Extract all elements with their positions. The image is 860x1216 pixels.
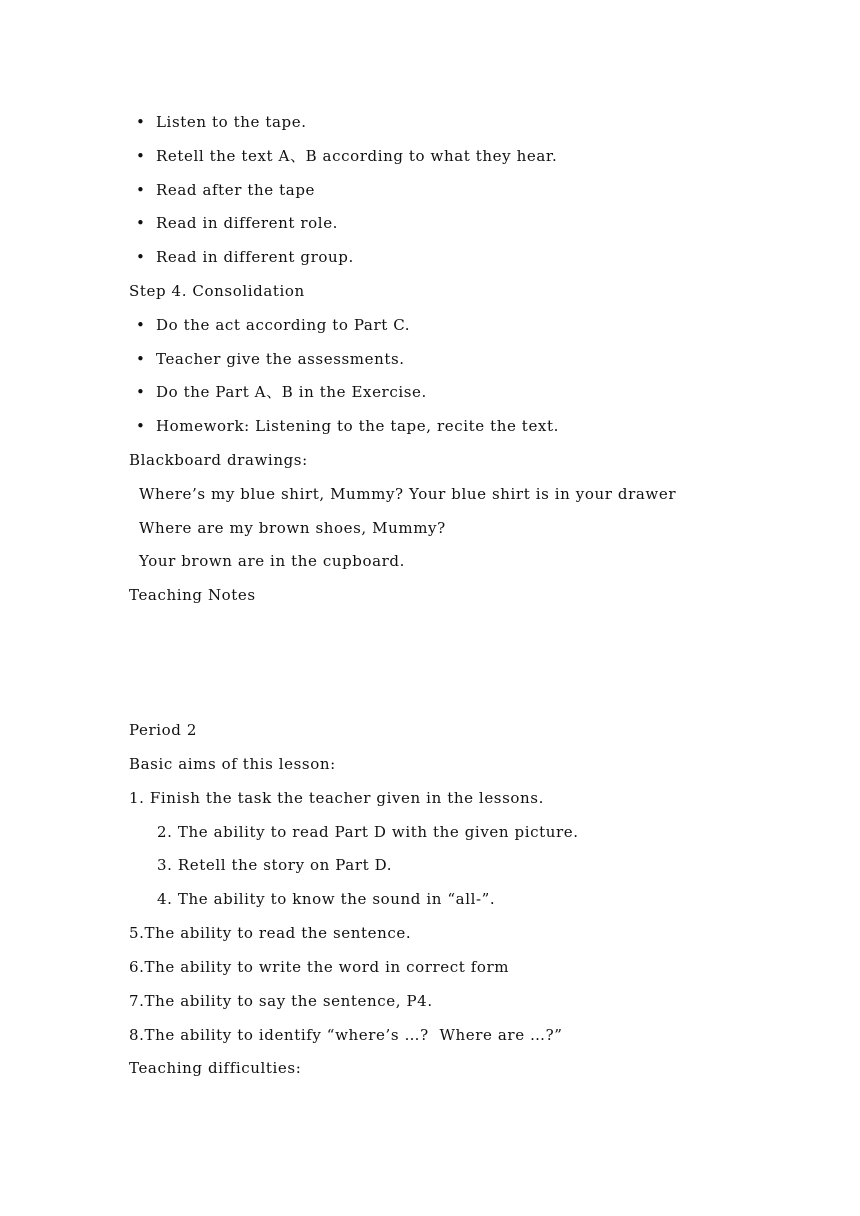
blackboard-heading: Blackboard drawings:	[129, 451, 308, 469]
list-item: • Read after the tape	[136, 181, 316, 199]
bullet-icon: •	[136, 113, 146, 131]
aim-item: 4. The ability to know the sound in “all-”.	[157, 890, 496, 908]
list-item: • Do the act according to Part C.	[136, 316, 411, 334]
aim-item: 3. Retell the story on Part D.	[157, 856, 393, 874]
list-item: • Teacher give the assessments.	[136, 350, 405, 368]
blackboard-line: Where’s my blue shirt, Mummy? Your blue shirt is in your drawer	[139, 485, 677, 503]
blackboard-line: Where are my brown shoes, Mummy?	[139, 519, 446, 537]
bullet-icon: •	[136, 147, 146, 165]
bullet-icon: •	[136, 417, 146, 435]
list-item: • Read in different role.	[136, 214, 339, 232]
aim-item: 5.The ability to read the sentence.	[129, 924, 412, 942]
list-item: • Retell the text A、B according to what they hear.	[136, 147, 558, 165]
bullet-icon: •	[136, 316, 146, 334]
list-item: • Read in different group.	[136, 248, 354, 266]
teaching-notes-heading: Teaching Notes	[129, 586, 256, 604]
aim-item: 1. Finish the task the teacher given in the lessons.	[129, 789, 544, 807]
blackboard-line: Your brown are in the cupboard.	[139, 552, 405, 570]
step4-heading: Step 4. Consolidation	[129, 282, 305, 300]
bullet-icon: •	[136, 214, 146, 232]
bullet-icon: •	[136, 181, 146, 199]
difficulties-heading: Teaching difficulties:	[129, 1059, 302, 1077]
list-item: • Homework: Listening to the tape, recite the text.	[136, 417, 559, 435]
aim-item: 6.The ability to write the word in correct form	[129, 958, 510, 976]
aim-item: 2. The ability to read Part D with the given picture.	[157, 823, 579, 841]
bullet-icon: •	[136, 350, 146, 368]
period-title: Period 2	[129, 721, 198, 739]
bullet-icon: •	[136, 383, 146, 401]
list-item: • Do the Part A、B in the Exercise.	[136, 383, 427, 401]
aim-item: 8.The ability to identify “where’s …? Where are …?”	[129, 1026, 563, 1044]
list-item: • Listen to the tape.	[136, 113, 307, 131]
aims-heading: Basic aims of this lesson:	[129, 755, 336, 773]
aim-item: 7.The ability to say the sentence, P4.	[129, 992, 433, 1010]
bullet-icon: •	[136, 248, 146, 266]
